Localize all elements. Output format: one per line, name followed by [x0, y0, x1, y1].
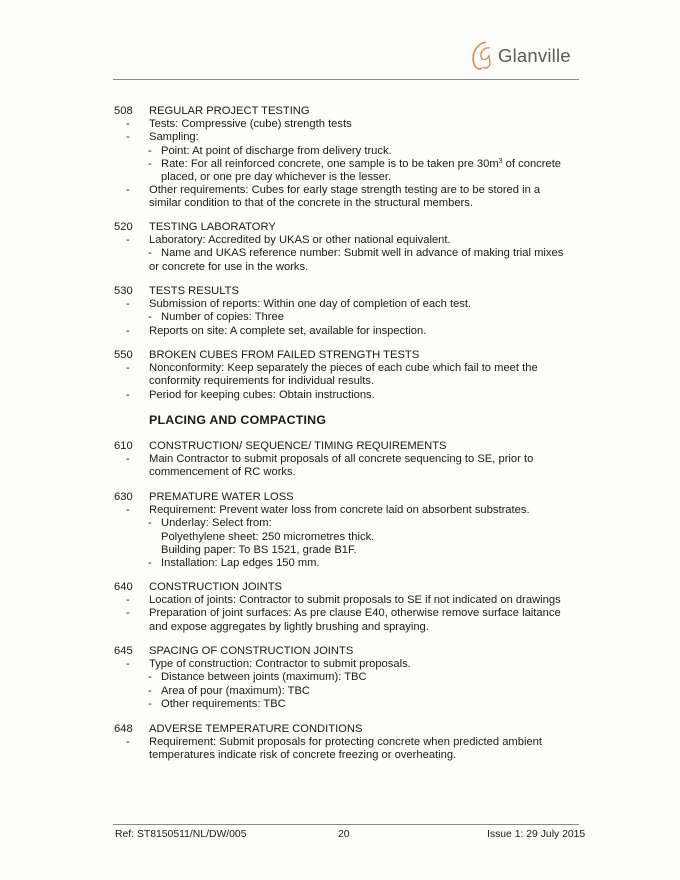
bullet-dash: -: [148, 247, 152, 260]
bullet-dash: -: [148, 157, 152, 170]
line-text: Tests: Compressive (cube) strength tests: [149, 118, 352, 131]
clause-line: [114, 158, 584, 171]
bullet-dash: -: [126, 504, 130, 517]
bullet-dash: -: [126, 453, 130, 466]
line-text: Other requirements: TBC: [161, 697, 286, 710]
clause-line: [114, 671, 584, 684]
line-text: Requirement: Prevent water loss from concrete laid on absorbent substrates.: [149, 504, 530, 517]
clause-number: 630: [114, 491, 133, 503]
clause-line: [114, 736, 584, 749]
clause-line: [114, 375, 584, 388]
line-text: placed, or one pre day whichever is the lesser.: [161, 171, 392, 184]
bullet-dash: -: [148, 311, 152, 324]
clause-line: [114, 517, 584, 530]
clause-title: TESTS RESULTS: [149, 285, 239, 297]
clause-line: [114, 557, 584, 570]
line-text: Point: At point of discharge from delivery truck.: [161, 144, 392, 157]
line-text: Building paper: To BS 1521, grade B1F.: [161, 543, 357, 556]
clause-title: CONSTRUCTION JOINTS: [149, 581, 283, 593]
clause-number: 508: [114, 105, 133, 117]
clause-line: [114, 197, 584, 210]
line-text: Rate: For all reinforced concrete, one sample is to be taken pre 30m: [161, 157, 499, 170]
clause-number: 648: [114, 723, 133, 735]
line-text: commencement of RC works.: [149, 466, 296, 479]
clause-line: [114, 145, 584, 158]
line-text: Laboratory: Accredited by UKAS or other national equivalent.: [149, 234, 451, 247]
company-logo: [468, 38, 580, 72]
clause-648: [114, 723, 584, 763]
line-text: Installation: Lap edges 150 mm.: [161, 557, 320, 570]
bullet-dash: -: [148, 671, 152, 684]
bullet-dash: -: [148, 684, 152, 697]
clause-line: [114, 362, 584, 375]
line-text: Polyethylene sheet: 250 micrometres thick.: [161, 530, 375, 543]
clause-line: [114, 118, 584, 131]
clause-line: [114, 247, 584, 260]
line-text: Area of pour (maximum): TBC: [161, 684, 310, 697]
line-text: Main Contractor to submit proposals of all concrete sequencing to SE, prior to: [149, 453, 534, 466]
line-text: Underlay: Select from:: [161, 517, 272, 530]
clause-title: SPACING OF CONSTRUCTION JOINTS: [149, 645, 354, 657]
bullet-dash: -: [148, 517, 152, 530]
clause-line: [114, 685, 584, 698]
header-rule: [113, 79, 579, 80]
footer-reference: Ref: ST8150511/NL/DW/005: [115, 829, 247, 840]
clause-line: [114, 544, 584, 557]
bullet-dash: -: [126, 118, 130, 131]
bullet-dash: -: [148, 697, 152, 710]
clause-line: [114, 234, 584, 247]
clause-530: [114, 285, 584, 338]
glanville-swirl-icon: [468, 38, 498, 72]
clause-550: [114, 349, 584, 402]
clause-line: [114, 594, 584, 607]
clause-640: [114, 581, 584, 634]
bullet-dash: -: [126, 298, 130, 311]
clause-line: [114, 504, 584, 517]
clause-title: BROKEN CUBES FROM FAILED STRENGTH TESTS: [149, 349, 420, 361]
bullet-dash: -: [126, 607, 130, 620]
bullet-dash: -: [148, 144, 152, 157]
clause-line: [114, 184, 584, 197]
line-text: Reports on site: A complete set, available for inspection.: [149, 324, 427, 337]
clause-title: ADVERSE TEMPERATURE CONDITIONS: [149, 723, 363, 735]
subheading-placing-compacting: PLACING AND COMPACTING: [149, 413, 327, 427]
line-text-tail: of concrete: [502, 157, 562, 170]
bullet-dash: -: [126, 184, 130, 197]
line-text: Nonconformity: Keep separately the pieces of each cube which fail to meet the: [149, 362, 538, 375]
footer-page-number: 20: [338, 829, 350, 840]
bullet-dash: -: [126, 362, 130, 375]
clause-title: PREMATURE WATER LOSS: [149, 491, 294, 503]
clause-number: 640: [114, 581, 133, 593]
clause-520: [114, 221, 584, 274]
bullet-dash: -: [126, 388, 130, 401]
bullet-dash: -: [126, 131, 130, 144]
clause-number: 610: [114, 440, 133, 452]
line-text: Type of construction: Contractor to submit proposals.: [149, 658, 411, 671]
line-text: and expose aggregates by lightly brushing and spraying.: [149, 620, 429, 633]
clause-line: [114, 607, 584, 620]
clause-line: [114, 658, 584, 671]
clause-line: [114, 261, 584, 274]
bullet-dash: -: [126, 324, 130, 337]
clause-number: 520: [114, 221, 133, 233]
clause-line: [114, 466, 584, 479]
clause-title: REGULAR PROJECT TESTING: [149, 105, 310, 117]
clause-line: [114, 531, 584, 544]
clause-line: [114, 621, 584, 634]
line-text: Preparation of joint surfaces: As pre clause E40, otherwise remove surface laitance: [149, 607, 561, 620]
clause-line: [114, 749, 584, 762]
clause-line: [114, 453, 584, 466]
superscript: 3: [498, 157, 503, 165]
clause-line: [114, 698, 584, 711]
clause-line: [114, 325, 584, 338]
line-text: Submission of reports: Within one day of completion of each test.: [149, 298, 472, 311]
clause-630: [114, 491, 584, 570]
line-text: temperatures indicate risk of concrete freezing or overheating.: [149, 749, 457, 762]
line-text: Sampling:: [149, 131, 199, 144]
bullet-dash: -: [126, 234, 130, 247]
line-text: Period for keeping cubes: Obtain instructions.: [149, 388, 375, 401]
clause-line: [114, 389, 584, 402]
bullet-dash: -: [126, 594, 130, 607]
clause-number: 550: [114, 349, 133, 361]
clause-title: TESTING LABORATORY: [149, 221, 276, 233]
line-text: or concrete for use in the works.: [149, 260, 309, 273]
clause-508: [114, 105, 584, 211]
clause-line: [114, 311, 584, 324]
line-text: conformity requirements for individual results.: [149, 375, 375, 388]
line-text: similar condition to that of the concrete in the structural members.: [149, 197, 473, 210]
bullet-dash: -: [126, 736, 130, 749]
clause-line: [114, 131, 584, 144]
clause-line: [114, 298, 584, 311]
bullet-dash: -: [148, 557, 152, 570]
clause-number: 645: [114, 645, 133, 657]
clause-number: 530: [114, 285, 133, 297]
line-text: Name and UKAS reference number: Submit well in advance of making trial mixes: [161, 247, 564, 260]
clause-title: CONSTRUCTION/ SEQUENCE/ TIMING REQUIREMENTS: [149, 440, 447, 452]
line-text: Requirement: Submit proposals for protecting concrete when predicted ambient: [149, 736, 543, 749]
logo-text: Glanville: [498, 45, 571, 66]
line-text: Location of joints: Contractor to submit proposals to SE if not indicated on drawings: [149, 594, 561, 607]
bullet-dash: -: [126, 658, 130, 671]
footer-rule: [113, 824, 579, 825]
line-text: Distance between joints (maximum): TBC: [161, 671, 367, 684]
clause-line: [114, 171, 584, 184]
line-text: Number of copies: Three: [161, 311, 284, 324]
clause-610: [114, 440, 584, 480]
line-text: Other requirements: Cubes for early stage strength testing are to be stored in a: [149, 184, 541, 197]
clause-645: [114, 645, 584, 711]
footer-issue: Issue 1: 29 July 2015: [487, 829, 586, 840]
